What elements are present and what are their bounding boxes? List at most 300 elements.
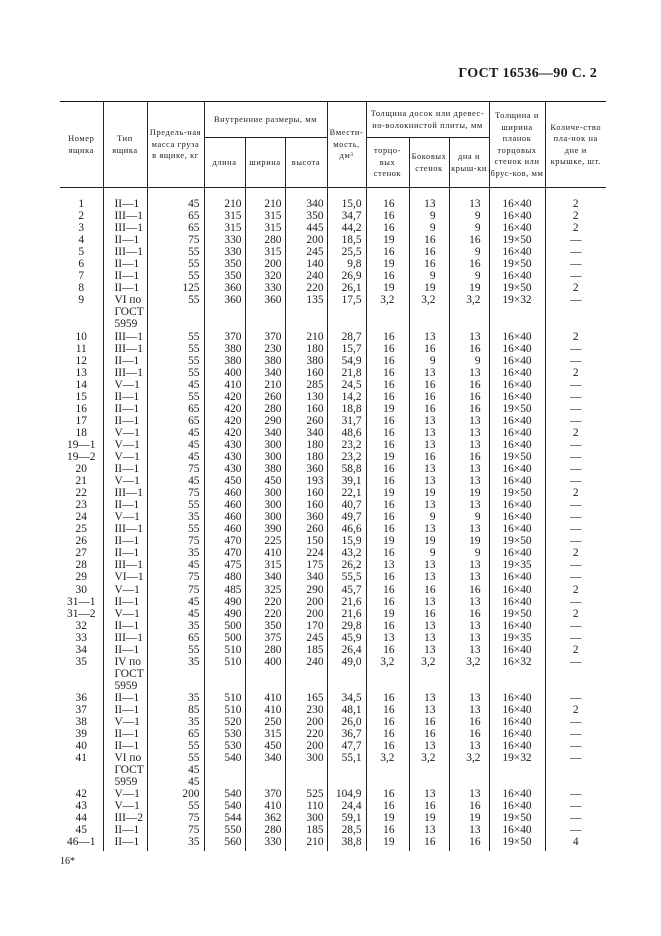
- table-row: [60, 547, 606, 559]
- table-cell: 160: [285, 487, 327, 499]
- header-width: ширина: [245, 138, 285, 188]
- table-cell: 9: [449, 270, 489, 282]
- table-cell: 5959: [103, 318, 147, 330]
- table-cell: 16: [366, 343, 409, 355]
- table-cell: 8: [78, 282, 85, 295]
- table-cell: —: [545, 571, 606, 583]
- table-cell: [545, 306, 606, 318]
- table-cell: 19×50: [489, 282, 545, 294]
- table-cell: 55: [147, 644, 204, 656]
- table-cell: [147, 680, 204, 692]
- table-cell: —: [545, 403, 606, 415]
- table-cell: 16×40: [489, 620, 545, 632]
- table-cell: 3,2: [366, 656, 409, 668]
- table-cell: 460: [204, 511, 245, 523]
- table-cell: [204, 680, 245, 692]
- table-cell: 55,1: [327, 752, 366, 764]
- table-row: [60, 728, 606, 740]
- table-cell: 15,7: [327, 343, 366, 355]
- table-cell: —: [545, 800, 606, 812]
- table-cell: 16×40: [489, 188, 545, 211]
- table-row: [60, 608, 606, 620]
- table-cell: 21,6: [327, 596, 366, 608]
- table-cell: 490: [204, 608, 245, 620]
- table-cell: V—1: [103, 439, 147, 451]
- table-cell: 49,7: [327, 511, 366, 523]
- table-cell: 19: [366, 234, 409, 246]
- table-cell: 59,1: [327, 812, 366, 824]
- table-cell: 41: [75, 752, 87, 765]
- table-cell: 200: [285, 608, 327, 620]
- table-cell: 13: [409, 463, 449, 475]
- table-cell: [545, 776, 606, 788]
- table-cell: 9: [409, 355, 449, 367]
- table-cell: —: [545, 246, 606, 258]
- table-cell: 33: [75, 631, 87, 644]
- table-cell: 45: [147, 596, 204, 608]
- table-row: [60, 752, 606, 764]
- table-cell: 16: [449, 836, 489, 850]
- table-cell: 540: [204, 788, 245, 800]
- table-cell: 16: [366, 188, 409, 211]
- table-cell: 12: [75, 354, 87, 367]
- table-cell: 9: [449, 246, 489, 258]
- table-cell: 16: [366, 246, 409, 258]
- table-cell: II—1: [103, 740, 147, 752]
- table-cell: 16×40: [489, 728, 545, 740]
- table-cell: 45: [147, 776, 204, 788]
- table-row: [60, 427, 606, 439]
- table-cell: 560: [204, 836, 245, 850]
- table-cell: 475: [204, 559, 245, 571]
- table-cell: 370: [245, 331, 285, 343]
- table-cell: 224: [285, 547, 327, 559]
- table-cell: 16: [366, 355, 409, 367]
- table-row: [60, 668, 606, 680]
- table-cell: 315: [245, 559, 285, 571]
- table-cell: 13: [449, 644, 489, 656]
- table-cell: [147, 306, 204, 318]
- table-cell: 500: [204, 632, 245, 644]
- table-row: [60, 584, 606, 596]
- table-cell: 13: [449, 692, 489, 704]
- table-cell: 16: [366, 692, 409, 704]
- table-cell: 45: [147, 379, 204, 391]
- table-cell: [409, 306, 449, 318]
- table-cell: 21: [75, 475, 87, 488]
- table-cell: 9: [78, 294, 85, 307]
- table-cell: II—1: [103, 824, 147, 836]
- table-cell: 200: [285, 234, 327, 246]
- table-cell: 16×40: [489, 439, 545, 451]
- table-cell: 362: [245, 812, 285, 824]
- table-cell: [245, 680, 285, 692]
- table-cell: 16: [366, 463, 409, 475]
- table-cell: 160: [285, 367, 327, 379]
- table-cell: 300: [245, 439, 285, 451]
- table-cell: 16×40: [489, 523, 545, 535]
- table-cell: 26,4: [327, 644, 366, 656]
- table-cell: 16×40: [489, 415, 545, 427]
- table-cell: 15,0: [327, 188, 366, 211]
- table-cell: [147, 318, 204, 330]
- table-cell: [285, 306, 327, 318]
- table-cell: 19: [366, 535, 409, 547]
- table-cell: 35: [147, 692, 204, 704]
- table-row: [60, 487, 606, 499]
- table-cell: 185: [285, 644, 327, 656]
- header-board-thickness: Толщина досок или древес-но-волокнистой плиты, мм: [366, 102, 489, 138]
- table-cell: —: [545, 740, 606, 752]
- table-cell: II—1: [103, 499, 147, 511]
- table-cell: [489, 306, 545, 318]
- table-cell: 260: [245, 391, 285, 403]
- table-cell: 55: [147, 367, 204, 379]
- table-cell: 25,5: [327, 246, 366, 258]
- table-cell: 245: [285, 632, 327, 644]
- table-row: [60, 294, 606, 306]
- table-cell: 19: [366, 282, 409, 294]
- table-cell: 19×50: [489, 836, 545, 850]
- table-cell: 15,9: [327, 535, 366, 547]
- table-cell: 340: [285, 427, 327, 439]
- table-cell: 13: [449, 415, 489, 427]
- table-cell: —: [545, 379, 606, 391]
- table-cell: 193: [285, 475, 327, 487]
- table-cell: ГОСТ: [103, 668, 147, 680]
- table-cell: 220: [245, 608, 285, 620]
- table-cell: 35: [147, 656, 204, 668]
- table-row: [60, 415, 606, 427]
- table-cell: 31,7: [327, 415, 366, 427]
- table-cell: VI—1: [103, 571, 147, 583]
- table-cell: 410: [245, 547, 285, 559]
- table-cell: 340: [285, 188, 327, 211]
- table-cell: 16: [366, 379, 409, 391]
- table-cell: 13: [449, 331, 489, 343]
- table-cell: 3,2: [366, 294, 409, 306]
- table-cell: 26: [75, 535, 87, 548]
- table-cell: 13: [449, 740, 489, 752]
- table-cell: 4: [545, 836, 606, 850]
- table-cell: 13: [449, 188, 489, 211]
- table-cell: —: [545, 716, 606, 728]
- table-cell: 45: [147, 427, 204, 439]
- table-cell: 38,8: [327, 836, 366, 850]
- table-cell: 340: [285, 571, 327, 583]
- table-cell: 180: [285, 451, 327, 463]
- table-cell: 13: [409, 644, 449, 656]
- table-cell: [147, 668, 204, 680]
- table-cell: 32: [75, 619, 87, 632]
- table-row: [60, 188, 606, 211]
- table-cell: 43: [75, 800, 87, 813]
- table-cell: 19×50: [489, 487, 545, 499]
- table-cell: 22,1: [327, 487, 366, 499]
- table-row: [60, 258, 606, 270]
- table-cell: 510: [204, 692, 245, 704]
- table-cell: 400: [204, 367, 245, 379]
- table-cell: 14,2: [327, 391, 366, 403]
- table-cell: —: [545, 451, 606, 463]
- table-cell: 55: [147, 258, 204, 270]
- table-cell: —: [545, 596, 606, 608]
- table-cell: 19: [366, 608, 409, 620]
- table-cell: 410: [245, 692, 285, 704]
- table-cell: III—2: [103, 812, 147, 824]
- table-cell: 42: [75, 788, 87, 801]
- table-cell: 13: [409, 596, 449, 608]
- table-row: [60, 403, 606, 415]
- table-cell: 35: [147, 547, 204, 559]
- table-cell: 19: [409, 487, 449, 499]
- table-cell: 13: [449, 620, 489, 632]
- table-cell: 45: [147, 608, 204, 620]
- header-inner-dimensions: Внутренние размеры, мм: [204, 102, 327, 138]
- table-cell: 55: [147, 270, 204, 282]
- table-cell: 19×50: [489, 451, 545, 463]
- table-cell: 13: [409, 740, 449, 752]
- table-cell: 16: [366, 415, 409, 427]
- table-cell: 26,9: [327, 270, 366, 282]
- header-capacity: Вмести-мость, дм³: [327, 102, 366, 188]
- table-cell: 13: [449, 596, 489, 608]
- table-cell: 19×50: [489, 234, 545, 246]
- table-cell: 350: [285, 210, 327, 222]
- header-box-type: Тип ящика: [103, 102, 147, 188]
- table-cell: 13: [449, 463, 489, 475]
- table-cell: 16: [366, 523, 409, 535]
- table-cell: 44: [75, 812, 87, 825]
- table-cell: 2: [545, 188, 606, 211]
- table-cell: 7: [78, 270, 85, 283]
- table-cell: 530: [204, 740, 245, 752]
- table-cell: [409, 318, 449, 330]
- table-cell: —: [545, 812, 606, 824]
- table-cell: 13: [449, 788, 489, 800]
- table-cell: 520: [204, 716, 245, 728]
- table-cell: 55: [147, 294, 204, 306]
- table-cell: 18,8: [327, 403, 366, 415]
- header-height: высота: [285, 138, 327, 188]
- table-row: [60, 318, 606, 330]
- table-cell: —: [545, 692, 606, 704]
- table-cell: 16: [366, 222, 409, 234]
- table-cell: 410: [204, 379, 245, 391]
- table-cell: 21,8: [327, 367, 366, 379]
- table-cell: —: [545, 499, 606, 511]
- table-cell: —: [545, 355, 606, 367]
- table-cell: —: [545, 415, 606, 427]
- table-cell: 17,5: [327, 294, 366, 306]
- table-cell: 220: [285, 282, 327, 294]
- table-cell: 34: [75, 643, 87, 656]
- table-cell: 550: [204, 824, 245, 836]
- table-cell: 19×50: [489, 812, 545, 824]
- table-cell: [545, 668, 606, 680]
- table-cell: [366, 306, 409, 318]
- table-cell: 470: [204, 535, 245, 547]
- table-cell: 13: [409, 367, 449, 379]
- table-cell: 40: [75, 740, 87, 753]
- table-cell: 16: [409, 608, 449, 620]
- table-cell: 16: [366, 427, 409, 439]
- table-cell: 16×40: [489, 692, 545, 704]
- table-cell: 2: [545, 282, 606, 294]
- table-cell: 16: [366, 596, 409, 608]
- table-cell: II—1: [103, 836, 147, 850]
- table-cell: 16: [449, 343, 489, 355]
- table-cell: 47,7: [327, 740, 366, 752]
- table-row: [60, 571, 606, 583]
- table-cell: 2: [545, 210, 606, 222]
- table-cell: 130: [285, 391, 327, 403]
- table-cell: 19: [366, 258, 409, 270]
- table-cell: 23: [75, 499, 87, 512]
- table-cell: [245, 318, 285, 330]
- table-row: [60, 836, 606, 850]
- table-cell: 75: [147, 824, 204, 836]
- table-cell: 380: [285, 355, 327, 367]
- table-cell: 25: [75, 523, 87, 536]
- table-cell: 45: [147, 475, 204, 487]
- table-cell: 2: [545, 584, 606, 596]
- table-cell: 34,7: [327, 210, 366, 222]
- table-cell: 340: [245, 367, 285, 379]
- table-cell: 19×35: [489, 559, 545, 571]
- table-cell: 9: [449, 210, 489, 222]
- table-cell: 330: [204, 234, 245, 246]
- table-cell: 46—1: [67, 836, 96, 849]
- table-cell: 55: [147, 246, 204, 258]
- table-cell: —: [545, 728, 606, 740]
- table-cell: 13: [449, 523, 489, 535]
- table-cell: 16: [449, 391, 489, 403]
- table-cell: 16: [366, 270, 409, 282]
- table-cell: [366, 318, 409, 330]
- table-cell: 75: [147, 535, 204, 547]
- table-cell: II—1: [103, 403, 147, 415]
- table-cell: 125: [147, 282, 204, 294]
- table-cell: 500: [204, 620, 245, 632]
- table-cell: 19×50: [489, 258, 545, 270]
- table-cell: II—1: [103, 644, 147, 656]
- table-cell: 220: [245, 596, 285, 608]
- table-cell: 13: [75, 366, 87, 379]
- table-row: [60, 776, 606, 788]
- table-row: [60, 704, 606, 716]
- table-cell: 13: [449, 475, 489, 487]
- table-cell: 280: [245, 403, 285, 415]
- table-cell: 2: [545, 704, 606, 716]
- table-cell: 9: [409, 222, 449, 234]
- table-cell: 430: [204, 463, 245, 475]
- table-cell: 19×50: [489, 403, 545, 415]
- table-row: [60, 210, 606, 222]
- table-cell: II—1: [103, 270, 147, 282]
- table-cell: 390: [245, 523, 285, 535]
- table-cell: III—1: [103, 246, 147, 258]
- table-cell: II—1: [103, 704, 147, 716]
- table-row: [60, 379, 606, 391]
- table-cell: [366, 680, 409, 692]
- table-cell: 200: [147, 788, 204, 800]
- table-cell: 210: [245, 379, 285, 391]
- table-cell: 16: [366, 716, 409, 728]
- table-cell: 16×40: [489, 222, 545, 234]
- table-cell: 360: [285, 463, 327, 475]
- table-cell: 250: [245, 716, 285, 728]
- table-cell: 65: [147, 415, 204, 427]
- table-cell: [285, 668, 327, 680]
- table-cell: 13: [449, 439, 489, 451]
- table-cell: 2: [545, 427, 606, 439]
- table-cell: 16×40: [489, 427, 545, 439]
- table-cell: 450: [245, 475, 285, 487]
- document-code: ГОСТ 16536—90 С. 2: [458, 66, 597, 81]
- table-cell: 3,2: [449, 294, 489, 306]
- table-cell: IV по: [103, 656, 147, 668]
- table-cell: 3,2: [449, 656, 489, 668]
- table-row: [60, 716, 606, 728]
- table-cell: 460: [204, 523, 245, 535]
- table-cell: 280: [245, 234, 285, 246]
- table-cell: 315: [245, 210, 285, 222]
- table-cell: —: [545, 620, 606, 632]
- table-cell: 55: [147, 355, 204, 367]
- table-cell: 16: [366, 800, 409, 812]
- table-cell: 370: [204, 331, 245, 343]
- table-cell: 300: [245, 451, 285, 463]
- table-cell: 5: [78, 246, 85, 259]
- table-cell: 48,1: [327, 704, 366, 716]
- table-cell: 19: [366, 451, 409, 463]
- table-cell: 460: [204, 487, 245, 499]
- table-cell: 27: [75, 547, 87, 560]
- table-cell: 13: [409, 571, 449, 583]
- table-row: [60, 680, 606, 692]
- header-length: длина: [204, 138, 245, 188]
- table-cell: —: [545, 294, 606, 306]
- table-cell: 30: [75, 583, 87, 596]
- table-cell: 480: [204, 571, 245, 583]
- table-cell: 3,2: [366, 752, 409, 764]
- table-cell: 45,9: [327, 632, 366, 644]
- table-cell: 330: [204, 246, 245, 258]
- table-cell: 16: [449, 403, 489, 415]
- table-cell: —: [545, 559, 606, 571]
- table-cell: 16: [366, 210, 409, 222]
- table-row: [60, 812, 606, 824]
- table-cell: 26,1: [327, 282, 366, 294]
- table-cell: II—1: [103, 728, 147, 740]
- table-cell: II—1: [103, 547, 147, 559]
- table-cell: 16: [409, 391, 449, 403]
- table-cell: 16: [366, 367, 409, 379]
- table-cell: —: [545, 463, 606, 475]
- table-cell: 45: [147, 451, 204, 463]
- table-cell: 16×40: [489, 355, 545, 367]
- table-cell: 35: [147, 716, 204, 728]
- table-row: [60, 596, 606, 608]
- table-cell: 16×40: [489, 343, 545, 355]
- table-cell: [60, 668, 103, 680]
- table-cell: 16: [366, 571, 409, 583]
- table-cell: 420: [204, 391, 245, 403]
- table-row: [60, 523, 606, 535]
- table-cell: 45: [147, 188, 204, 211]
- table-cell: 350: [204, 270, 245, 282]
